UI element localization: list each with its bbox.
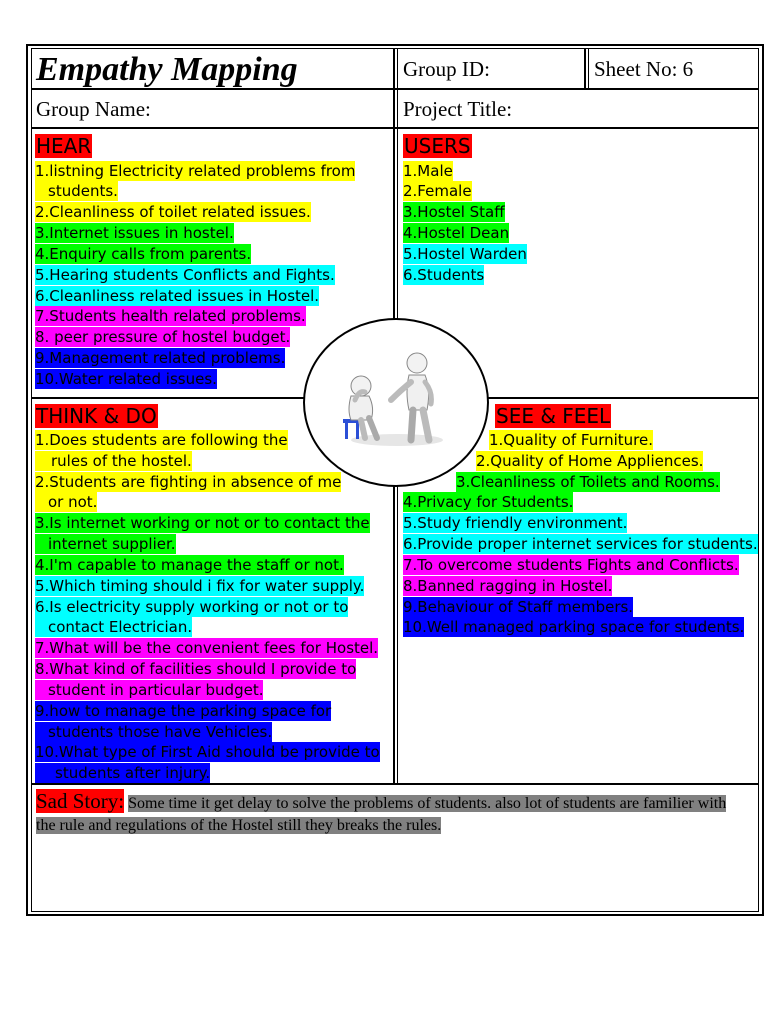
story-divider <box>31 783 759 785</box>
sheet-divider <box>584 48 586 89</box>
list-item: 2.Students are fighting in absence of me <box>35 473 342 491</box>
list-item: internet supplier. <box>35 534 176 554</box>
list-item: 1.Male <box>403 162 453 180</box>
list-item: 9.how to manage the parking space for <box>35 702 332 720</box>
list-item: 6.Provide proper internet services for students. <box>403 535 758 553</box>
list-item: 3.Internet issues in hostel. <box>35 224 234 242</box>
list-item: 1.Quality of Furniture. <box>489 431 654 449</box>
list-item: 10.Well managed parking space for students. <box>403 618 745 636</box>
list-item: students those have Vehicles. <box>35 722 272 742</box>
list-item: rules of the hostel. <box>35 451 192 471</box>
list-item: 8.What kind of facilities should I provide to <box>35 660 357 678</box>
list-item: 6.Is electricity supply working or not or to <box>35 598 349 616</box>
project-title-label: Project Title: <box>403 97 513 121</box>
list-item: or not. <box>35 492 97 512</box>
list-item: 2.Quality of Home Appliences. <box>476 452 704 470</box>
list-item: 9.Behaviour of Staff members. <box>403 598 634 616</box>
list-item: 5.Hearing students Conflicts and Fights. <box>35 266 335 284</box>
sheet-divider-inner <box>588 48 589 89</box>
list-item: 2.Female <box>403 182 472 200</box>
list-item: 4.I'm capable to manage the staff or not. <box>35 556 344 574</box>
list-item: 8.Banned ragging in Hostel. <box>403 577 613 595</box>
list-item: 2.Cleanliness of toilet related issues. <box>35 203 311 221</box>
list-item: 1.listning Electricity related problems from <box>35 162 356 180</box>
header-bottom-divider <box>31 127 759 129</box>
page-title: Empathy Mapping <box>36 51 298 88</box>
list-item: 3.Hostel Staff <box>403 203 505 221</box>
list-item: contact Electrician. <box>35 617 192 637</box>
see-feel-heading: SEE & FEEL <box>496 404 611 428</box>
list-item: 10.Water related issues. <box>35 370 217 388</box>
list-item: 5.Study friendly environment. <box>403 514 628 532</box>
list-item: 3.Cleanliness of Toilets and Rooms. <box>456 473 720 491</box>
sad-story <box>36 790 736 837</box>
list-item: 5.Hostel Warden <box>403 245 527 263</box>
group-id-label: Group ID: <box>403 57 490 81</box>
list-item: 10.What type of First Aid should be provide to <box>35 743 380 761</box>
center-circle <box>303 318 489 487</box>
sad-story-label: Sad Story: <box>36 789 125 813</box>
empathy-illustration <box>305 320 487 485</box>
list-item: 6.Students <box>403 266 485 284</box>
list-item: 9.Management related problems. <box>35 349 286 367</box>
list-item: 5.Which timing should i fix for water supply. <box>35 577 365 595</box>
group-name-label: Group Name: <box>36 97 151 121</box>
list-item: 7.What will be the convenient fees for Hostel. <box>35 639 379 657</box>
list-item: 1.Does students are following the <box>35 431 288 449</box>
sheet-number-label: Sheet No: 6 <box>594 57 694 81</box>
list-item: 7.Students health related problems. <box>35 307 306 325</box>
list-item: students. <box>35 181 118 201</box>
list-item: 3.Is internet working or not or to contact the <box>35 514 370 532</box>
think-do-heading: THINK & DO <box>36 404 157 428</box>
list-item: 4.Enquiry calls from parents. <box>35 245 252 263</box>
list-item: 7.To overcome students Fights and Conflicts. <box>403 556 739 574</box>
list-item: 6.Cleanliness related issues in Hostel. <box>35 287 320 305</box>
list-item: 4.Privacy for Students. <box>403 493 574 511</box>
list-item: student in particular budget. <box>35 680 263 700</box>
list-item: students after injury. <box>35 763 210 783</box>
sad-story-text: Some time it get delay to solve the problems of students. also lot of students are familier with the rule and regulations of the Hostel still they breaks the rules. <box>36 795 727 834</box>
list-item: 4.Hostel Dean <box>403 224 510 242</box>
list-item: 8. peer pressure of hostel budget. <box>35 328 291 346</box>
users-heading: USERS <box>404 134 471 158</box>
hear-heading: HEAR <box>36 134 92 158</box>
